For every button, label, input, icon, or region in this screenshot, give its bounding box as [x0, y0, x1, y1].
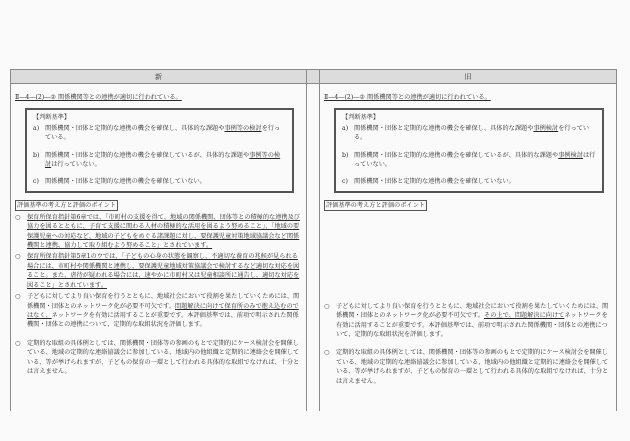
- circle-bullet-icon: ○: [15, 213, 21, 221]
- points-heading: 評価基準の考え方と評価のポイント: [326, 201, 425, 209]
- bullet-item: ○ 子どもに対してより良い保育を行うとともに、地域社会において役割を果たしていくためには、関係機関・団体とのネットワーク化が必要不可欠です。問題解決に向けて保育所のみで抱え込むのではなく、ネットワークを有効に活用することが重要です。本評価基準では、前項で明示された関係機関・団体との連携について、定期的な取組状況を評価します。: [15, 293, 300, 329]
- points-heading: 評価基準の考え方と評価のポイント: [17, 201, 116, 209]
- criteria-box: [25, 108, 294, 192]
- header-new: 新: [10, 69, 307, 84]
- criteria-heading: 【判断基準】: [342, 114, 380, 122]
- bullet-item: ○ 保育所保育指針第5章1のウでは、「子どもの心身の状態を観察し、不適切な養育の兆候が見られる場合には、市町村や関係機関と連携し、要保護児童地域対策協議会で検討するなど適切な対応を図ること。また、虐待が疑われる場合には、速やかに市町村又は児童相談所に通告し、適切な対応を図ること」とされています。: [15, 253, 300, 289]
- criterion-c: c) 関係機関・団体と定期的な連携の機会を確保していない。: [342, 178, 515, 186]
- bullet-item: ○ 子どもに対してより良い保育を行うとともに、地域社会において役割を果たしていくためには、関係機関・団体とのネットワーク化が必要不可欠です。その上で、問題解決に向けてネットワークを有効に活用することが重要です。本評価基準では、前項で明示された関係機関・団体との連携について、定期的な取組状況を評価します。: [324, 302, 609, 339]
- header-spacer: [307, 69, 320, 84]
- criterion-b: b) 関係機関・団体と定期的な連携の機会を確保しているが、具体的な課題や事例検討は行っていない。: [342, 151, 596, 169]
- column-old: [320, 84, 617, 411]
- header-old: 旧: [320, 69, 617, 84]
- criterion-c: c) 関係機関・団体と定期的な連携の機会を確保していない。: [33, 178, 206, 186]
- bullet-item: ○ 定期的な取組の具体例としては、関係機関・団体等の参画のもとで定期的にケース検討会を開催している、地域の定期的な連絡協議会に参加している、地域内の他組織と定期的に連絡会を開催している、等が挙げられますが、子どもの保育の一環として行われる具体的な取組でなければ、十分とは言えません。: [15, 339, 300, 375]
- criterion-a: a) 関係機関・団体と定期的な連携の機会を確保し、具体的な課題や事例検討を行っている。: [342, 124, 590, 142]
- criterion-b: b) 関係機関・団体と定期的な連携の機会を確保しているが、具体的な課題や事例等の検討は行っていない。: [33, 151, 281, 169]
- circle-bullet-icon: ○: [15, 293, 21, 301]
- bullet-item: ○ 保育所保育指針第6章では、「市町村の支援を得て、地域の関係機関、団体等との積極的な連携及び協力を図るとともに、子育て支援に関わる人材の積極的な活用を図るよう努めること」、「地域の要保護児童への対応など、地域の子どもをめぐる諸課題に対し、要保護児童対策地域協議会など関係機関と連携、協力して取り組むよう努めること」とされています。: [15, 213, 300, 250]
- section-title: Ⅱ―4―(2)―② 関係機関等との連携が適切に行われている。: [324, 94, 491, 101]
- spacer-column: [307, 84, 320, 411]
- circle-bullet-icon: ○: [15, 339, 21, 347]
- criteria-heading: 【判断基準】: [33, 114, 71, 122]
- criteria-box: [334, 108, 604, 192]
- circle-bullet-icon: ○: [324, 349, 330, 357]
- bullet-item: ○ 定期的な取組の具体例としては、関係機関・団体等の参画のもとで定期的にケース検討会を開催している、地域の定期的な連絡協議会に参加している、地域内の他組織と定期的に連絡会を開催している、等が挙げられますが、子どもの保育の一環として行われる具体的な取組でなければ、十分とは言えません。: [324, 349, 609, 385]
- criterion-a: a) 関係機関・団体と定期的な連携の機会を確保し、具体的な課題や事例等の検討を行っている。: [33, 124, 281, 142]
- section-title: Ⅱ―4―(2)―② 関係機関等との連携が適切に行われている。: [15, 94, 182, 101]
- circle-bullet-icon: ○: [15, 253, 21, 261]
- circle-bullet-icon: ○: [324, 302, 330, 310]
- column-new: [10, 84, 307, 411]
